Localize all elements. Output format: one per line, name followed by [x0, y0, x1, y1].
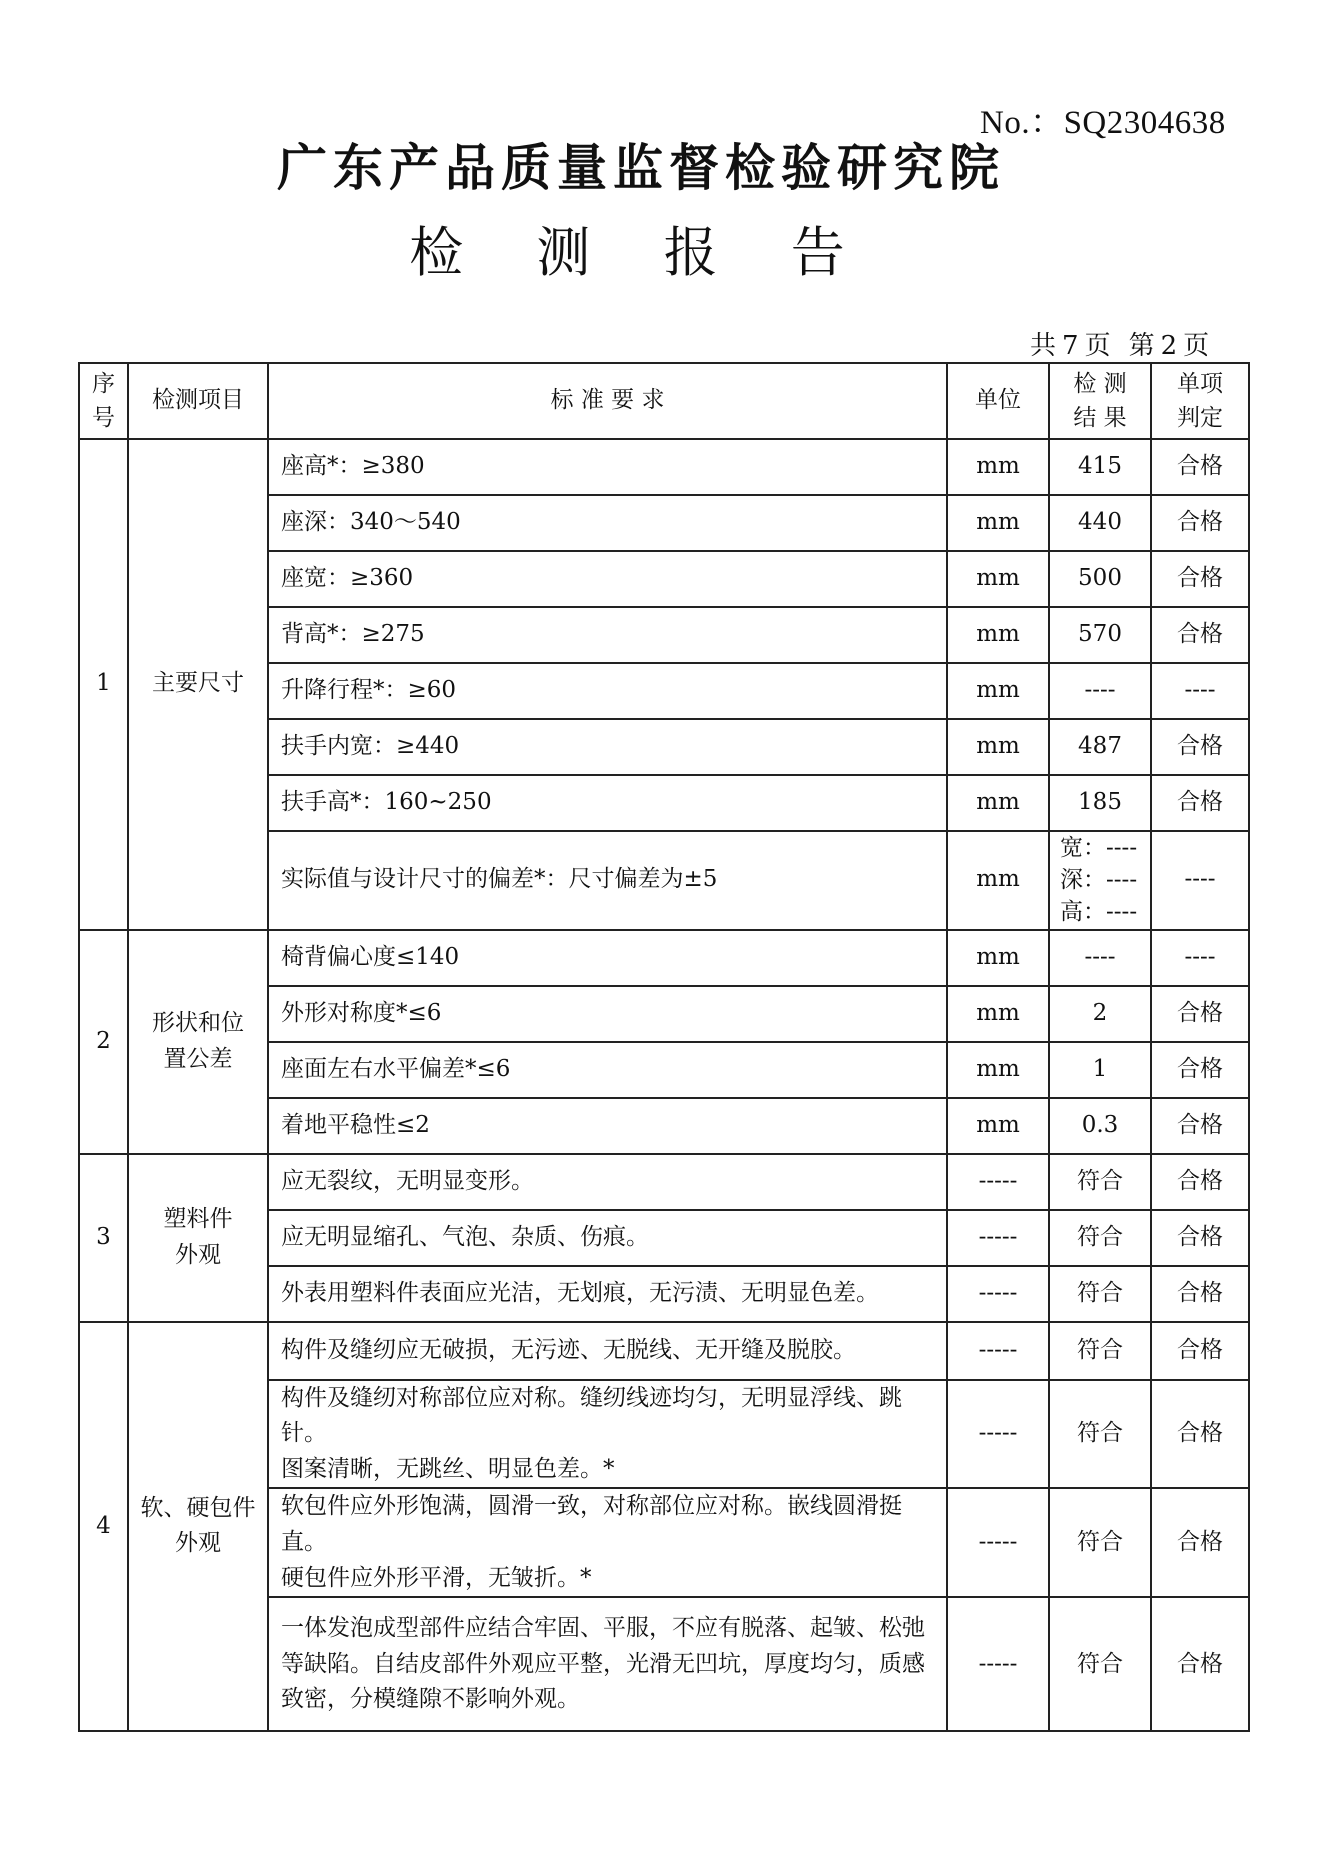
- table-row: [79, 1154, 1249, 1210]
- unit-cell: -----: [947, 1380, 1049, 1489]
- col-verdict: 单项 判定: [1151, 363, 1249, 439]
- group-seq: 2: [79, 930, 128, 1154]
- unit-cell: mm: [947, 930, 1049, 986]
- page-current-suffix: 页: [1183, 331, 1210, 361]
- requirement-cell: 一体发泡成型部件应结合牢固、平服，不应有脱落、起皱、松弛 等缺陷。自结皮部件外观应平整，光滑无凹坑，厚度均匀，质感 致密，分模缝隙不影响外观。: [268, 1597, 947, 1731]
- col-unit: 单位: [947, 363, 1049, 439]
- requirement-cell: 应无裂纹，无明显变形。: [268, 1154, 947, 1210]
- document-title: 检 测 报 告: [409, 221, 873, 284]
- unit-cell: -----: [947, 1154, 1049, 1210]
- unit-cell: mm: [947, 439, 1049, 495]
- requirement-cell: 椅背偏心度≤140: [268, 930, 947, 986]
- requirement-cell: 应无明显缩孔、气泡、杂质、伤痕。: [268, 1210, 947, 1266]
- requirement-cell: 构件及缝纫应无破损，无污迹、无脱线、无开缝及脱胶。: [268, 1322, 947, 1380]
- page-total: 7: [1062, 331, 1079, 361]
- table-header-row: [79, 363, 1249, 439]
- verdict-cell: 合格: [1151, 1042, 1249, 1098]
- verdict-cell: 合格: [1151, 1210, 1249, 1266]
- group-item: 主要尺寸: [128, 439, 268, 930]
- verdict-cell: 合格: [1151, 1380, 1249, 1489]
- page-total-suffix: 页: [1084, 331, 1111, 361]
- page-current: 2: [1160, 331, 1178, 361]
- table-row: [79, 439, 1249, 495]
- requirement-cell: 背高*：≥275: [268, 607, 947, 663]
- table-row: [79, 930, 1249, 986]
- group-seq: 3: [79, 1154, 128, 1322]
- verdict-cell: 合格: [1151, 1266, 1249, 1322]
- requirement-cell: 座深：340～540: [268, 495, 947, 551]
- result-cell: 符合: [1049, 1154, 1151, 1210]
- verdict-cell: 合格: [1151, 986, 1249, 1042]
- verdict-cell: 合格: [1151, 439, 1249, 495]
- result-cell: 符合: [1049, 1380, 1151, 1489]
- page-info: [1030, 325, 1215, 362]
- verdict-cell: ----: [1151, 831, 1249, 930]
- verdict-cell: 合格: [1151, 495, 1249, 551]
- verdict-cell: 合格: [1151, 775, 1249, 831]
- unit-cell: -----: [947, 1597, 1049, 1731]
- verdict-cell: 合格: [1151, 551, 1249, 607]
- result-cell: 符合: [1049, 1597, 1151, 1731]
- requirement-cell: 扶手高*：160~250: [268, 775, 947, 831]
- result-cell: 1: [1049, 1042, 1151, 1098]
- inspection-table: [78, 362, 1250, 1732]
- group-item: 塑料件 外观: [128, 1154, 268, 1322]
- page-current-prefix: 第: [1128, 331, 1155, 361]
- result-cell: 570: [1049, 607, 1151, 663]
- unit-cell: -----: [947, 1322, 1049, 1380]
- requirement-cell: 构件及缝纫对称部位应对称。缝纫线迹均匀，无明显浮线、跳针。 图案清晰，无跳丝、明显色差。*: [268, 1380, 947, 1489]
- page-total-prefix: 共: [1030, 331, 1057, 361]
- requirement-cell: 着地平稳性≤2: [268, 1098, 947, 1154]
- unit-cell: -----: [947, 1488, 1049, 1597]
- unit-cell: mm: [947, 663, 1049, 719]
- group-item: 软、硬包件 外观: [128, 1322, 268, 1732]
- unit-cell: mm: [947, 986, 1049, 1042]
- result-cell: 2: [1049, 986, 1151, 1042]
- verdict-cell: 合格: [1151, 1154, 1249, 1210]
- unit-cell: mm: [947, 495, 1049, 551]
- unit-cell: mm: [947, 775, 1049, 831]
- unit-cell: mm: [947, 607, 1049, 663]
- report-number: No.：SQ2304638: [980, 105, 1226, 141]
- verdict-cell: 合格: [1151, 1098, 1249, 1154]
- requirement-cell: 外表用塑料件表面应光洁，无划痕，无污渍、无明显色差。: [268, 1266, 947, 1322]
- verdict-cell: ----: [1151, 930, 1249, 986]
- unit-cell: mm: [947, 551, 1049, 607]
- organization-name: 广东产品质量监督检验研究院: [277, 138, 1005, 197]
- verdict-cell: 合格: [1151, 1488, 1249, 1597]
- result-cell: ----: [1049, 930, 1151, 986]
- result-cell: 符合: [1049, 1322, 1151, 1380]
- result-cell: 0.3: [1049, 1098, 1151, 1154]
- verdict-cell: 合格: [1151, 1597, 1249, 1731]
- requirement-cell: 实际值与设计尺寸的偏差*：尺寸偏差为±5: [268, 831, 947, 930]
- requirement-cell: 座宽：≥360: [268, 551, 947, 607]
- result-cell: 415: [1049, 439, 1151, 495]
- unit-cell: mm: [947, 1042, 1049, 1098]
- result-cell: 440: [1049, 495, 1151, 551]
- result-cell: 500: [1049, 551, 1151, 607]
- col-requirement: 标 准 要 求: [268, 363, 947, 439]
- result-cell: ----: [1049, 663, 1151, 719]
- result-cell: 符合: [1049, 1210, 1151, 1266]
- unit-cell: -----: [947, 1210, 1049, 1266]
- unit-cell: -----: [947, 1266, 1049, 1322]
- group-item: 形状和位 置公差: [128, 930, 268, 1154]
- result-cell: 185: [1049, 775, 1151, 831]
- result-cell: 符合: [1049, 1266, 1151, 1322]
- group-seq: 4: [79, 1322, 128, 1732]
- requirement-cell: 座高*：≥380: [268, 439, 947, 495]
- unit-cell: mm: [947, 719, 1049, 775]
- col-item: 检测项目: [128, 363, 268, 439]
- verdict-cell: ----: [1151, 663, 1249, 719]
- verdict-cell: 合格: [1151, 1322, 1249, 1380]
- requirement-cell: 外形对称度*≤6: [268, 986, 947, 1042]
- table-row: [79, 1322, 1249, 1380]
- verdict-cell: 合格: [1151, 607, 1249, 663]
- result-cell: 宽：---- 深：---- 高：----: [1049, 831, 1151, 930]
- result-cell: 符合: [1049, 1488, 1151, 1597]
- result-cell: 487: [1049, 719, 1151, 775]
- col-seq: 序 号: [79, 363, 128, 439]
- unit-cell: mm: [947, 1098, 1049, 1154]
- verdict-cell: 合格: [1151, 719, 1249, 775]
- requirement-cell: 升降行程*：≥60: [268, 663, 947, 719]
- group-seq: 1: [79, 439, 128, 930]
- requirement-cell: 扶手内宽：≥440: [268, 719, 947, 775]
- requirement-cell: 软包件应外形饱满，圆滑一致，对称部位应对称。嵌线圆滑挺直。 硬包件应外形平滑，无皱折。*: [268, 1488, 947, 1597]
- unit-cell: mm: [947, 831, 1049, 930]
- requirement-cell: 座面左右水平偏差*≤6: [268, 1042, 947, 1098]
- col-result: 检 测 结 果: [1049, 363, 1151, 439]
